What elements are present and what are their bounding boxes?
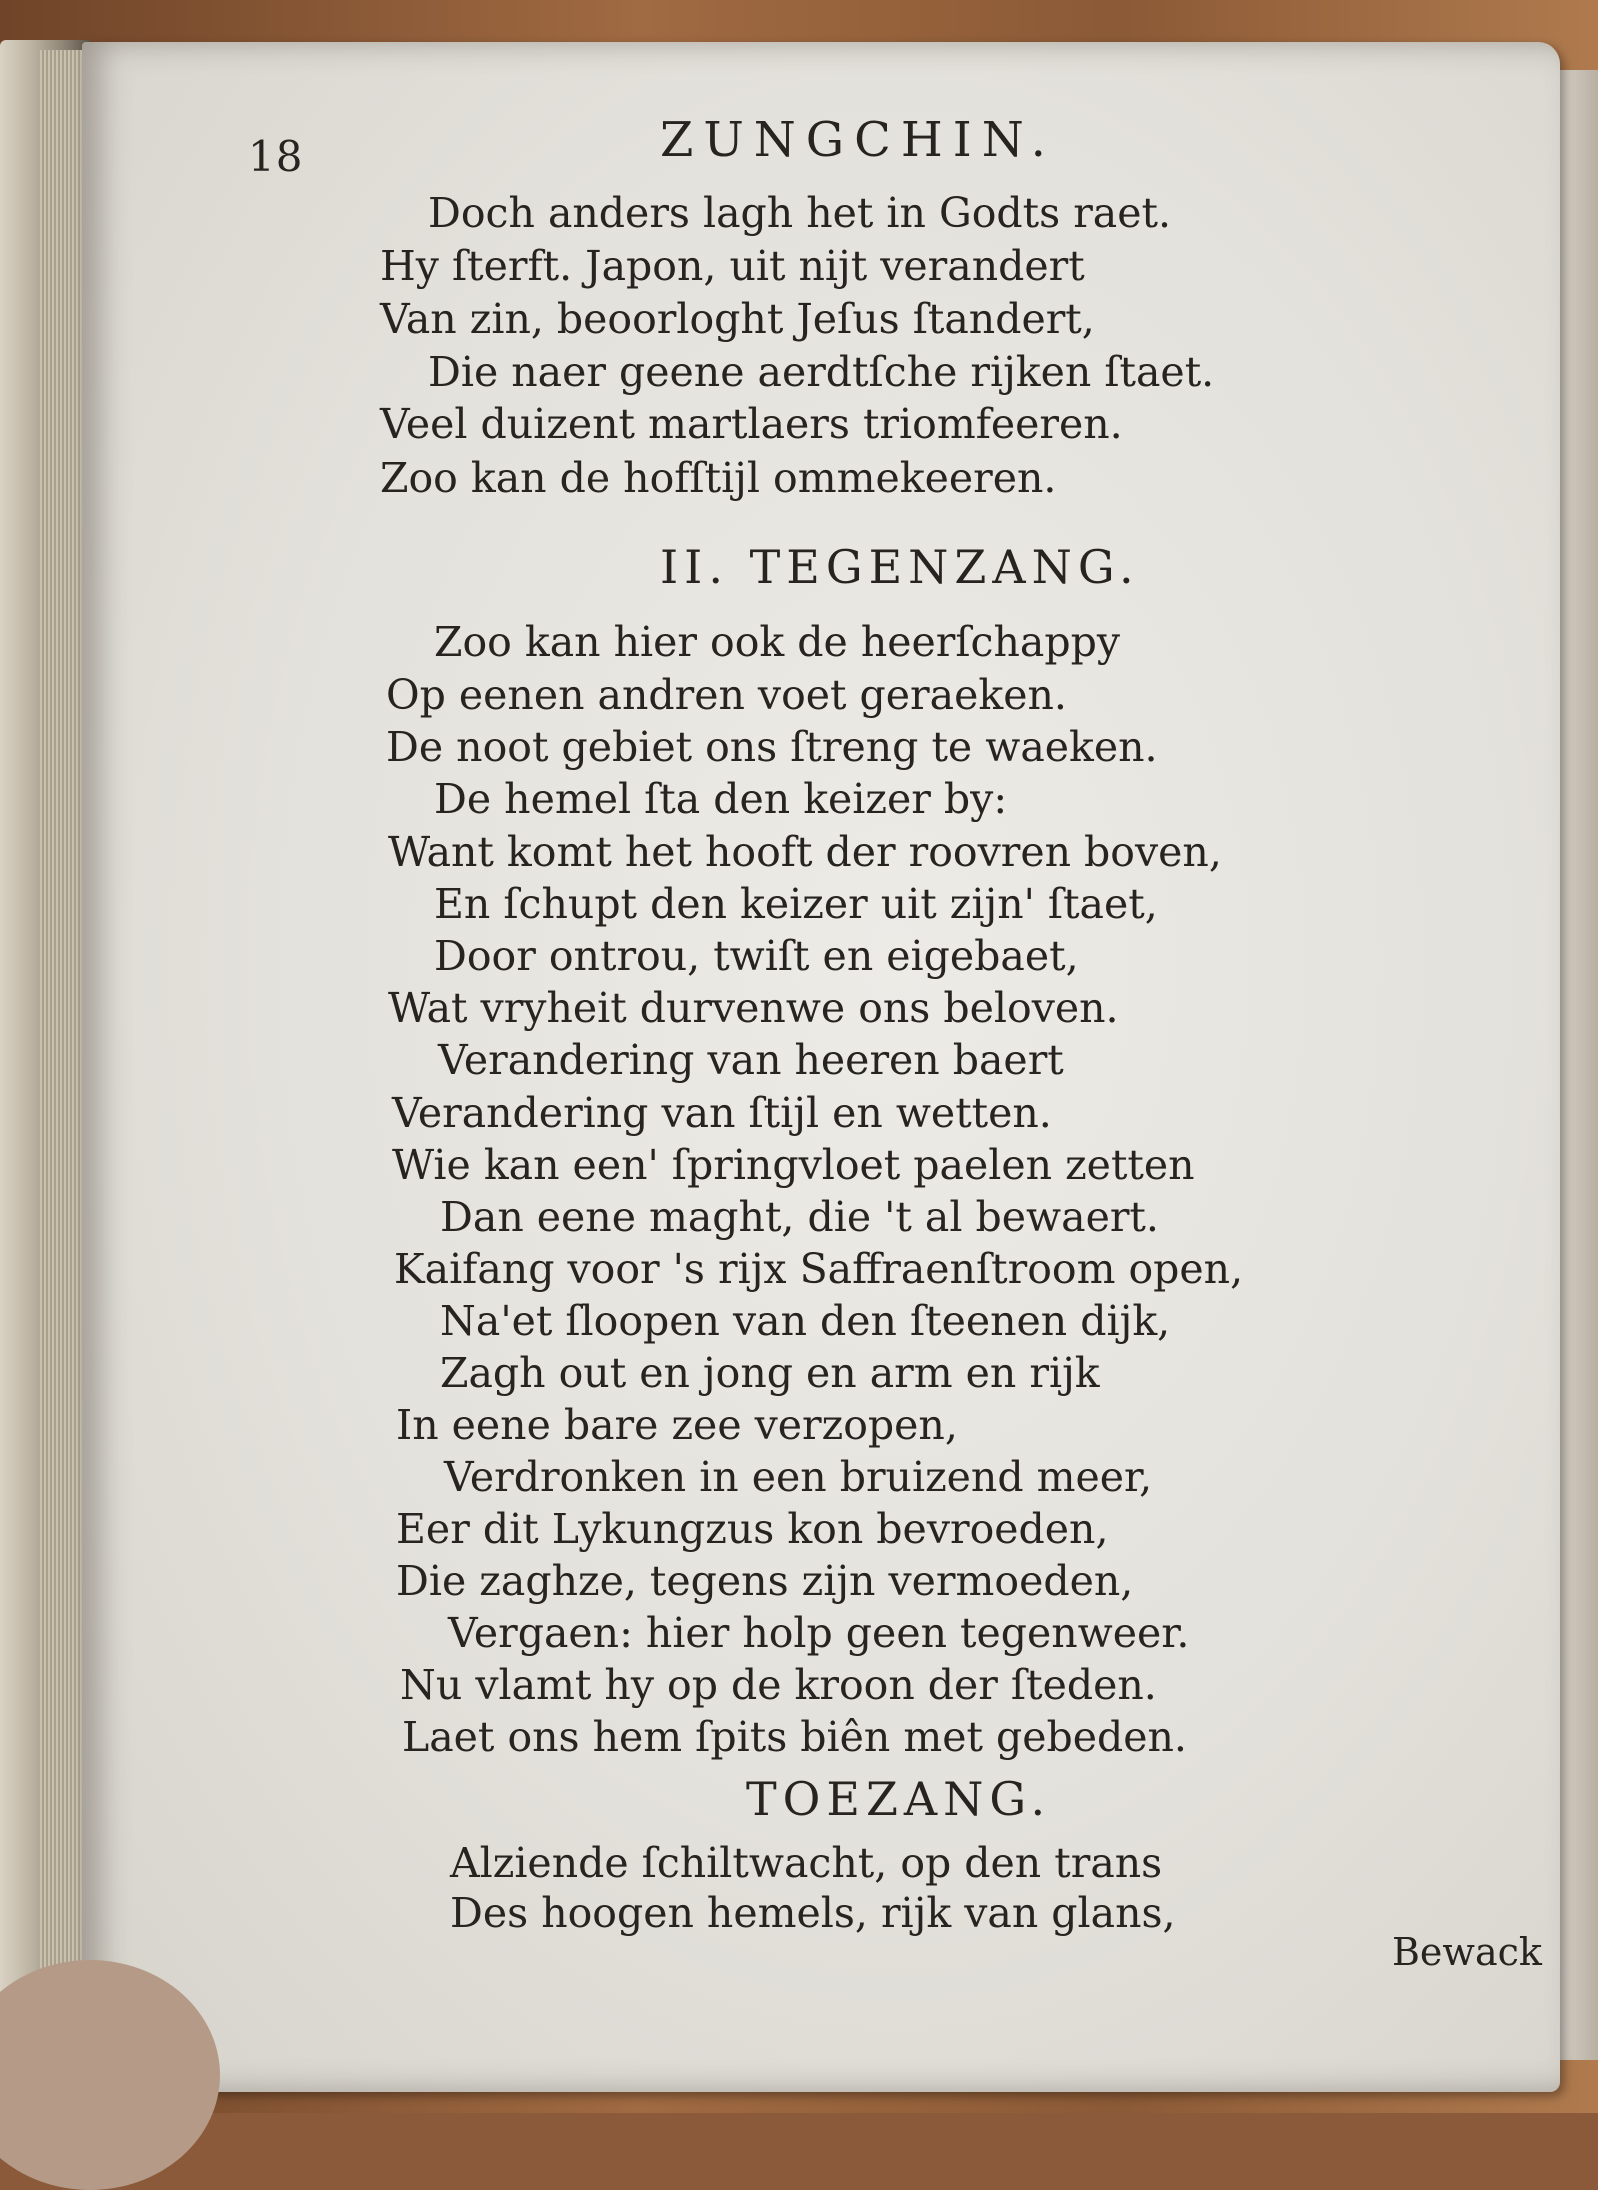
- verse-line: Des hoogen hemels, rijk van glans,: [450, 1889, 1176, 1937]
- section-heading-toezang: TOEZANG.: [746, 1772, 1052, 1826]
- verse-line: Verandering van ſtijl en wetten.: [392, 1089, 1052, 1137]
- verse-line: Vergaen: hier holp geen tegenweer.: [448, 1609, 1190, 1657]
- verse-line: Na'et ſloopen van den ſteenen dijk,: [440, 1297, 1171, 1345]
- verse-line: Doch anders lagh het in Godts raet.: [428, 189, 1172, 237]
- catchword: Bewack: [1392, 1930, 1542, 1974]
- verse-line: Door ontrou, twiſt en eigebaet,: [434, 932, 1079, 980]
- verse-line: Nu vlamt hy op de kroon der ſteden.: [400, 1661, 1157, 1709]
- verse-line: Die naer geene aerdtſche rijken ſtaet.: [428, 348, 1215, 396]
- verse-line: Op eenen andren voet geraeken.: [386, 671, 1067, 719]
- verse-line: Verdronken in een bruizend meer,: [444, 1453, 1153, 1501]
- page-number: 18: [248, 132, 304, 181]
- verse-line: Alziende ſchiltwacht, op den trans: [450, 1839, 1163, 1887]
- verse-line: Zoo kan de hofſtijl ommekeeren.: [380, 454, 1057, 502]
- verse-line: De hemel ſta den keizer by:: [434, 775, 1008, 823]
- verse-line: Want komt het hooft der roovren boven,: [388, 828, 1222, 876]
- verse-line: Eer dit Lykungzus kon bevroeden,: [396, 1505, 1109, 1553]
- verse-line: Zoo kan hier ook de heerſchappy: [434, 618, 1120, 666]
- verse-line: Van zin, beoorloght Jeſus ſtandert,: [380, 295, 1095, 343]
- running-head: ZUNGCHIN.: [660, 112, 1056, 168]
- verse-line: Dan eene maght, die 't al bewaert.: [440, 1193, 1159, 1241]
- verse-line: De noot gebiet ons ſtreng te waeken.: [386, 723, 1158, 771]
- verse-line: Die zaghze, tegens zijn vermoeden,: [396, 1557, 1134, 1605]
- verse-line: En ſchupt den keizer uit zijn' ſtaet,: [434, 880, 1158, 928]
- verse-line: Laet ons hem ſpits biên met gebeden.: [402, 1713, 1187, 1761]
- verse-line: Kaifang voor 's rijx Saffraenſtroom open,: [394, 1245, 1244, 1293]
- right-page-edge: [1558, 70, 1598, 2060]
- verse-line: Wie kan een' ſpringvloet paelen zetten: [392, 1141, 1195, 1189]
- verse-line: Wat vryheit durvenwe ons beloven.: [388, 984, 1119, 1032]
- section-heading-tegenzang: II. TEGENZANG.: [660, 540, 1140, 594]
- verse-line: Veel duizent martlaers triomfeeren.: [380, 400, 1123, 448]
- verse-line: Verandering van heeren baert: [438, 1036, 1064, 1084]
- verse-line: Zagh out en jong en arm en rijk: [440, 1349, 1100, 1397]
- verse-line: In eene bare zee verzopen,: [396, 1401, 958, 1449]
- verse-line: Hy ſterft. Japon, uit nijt verandert: [380, 242, 1085, 290]
